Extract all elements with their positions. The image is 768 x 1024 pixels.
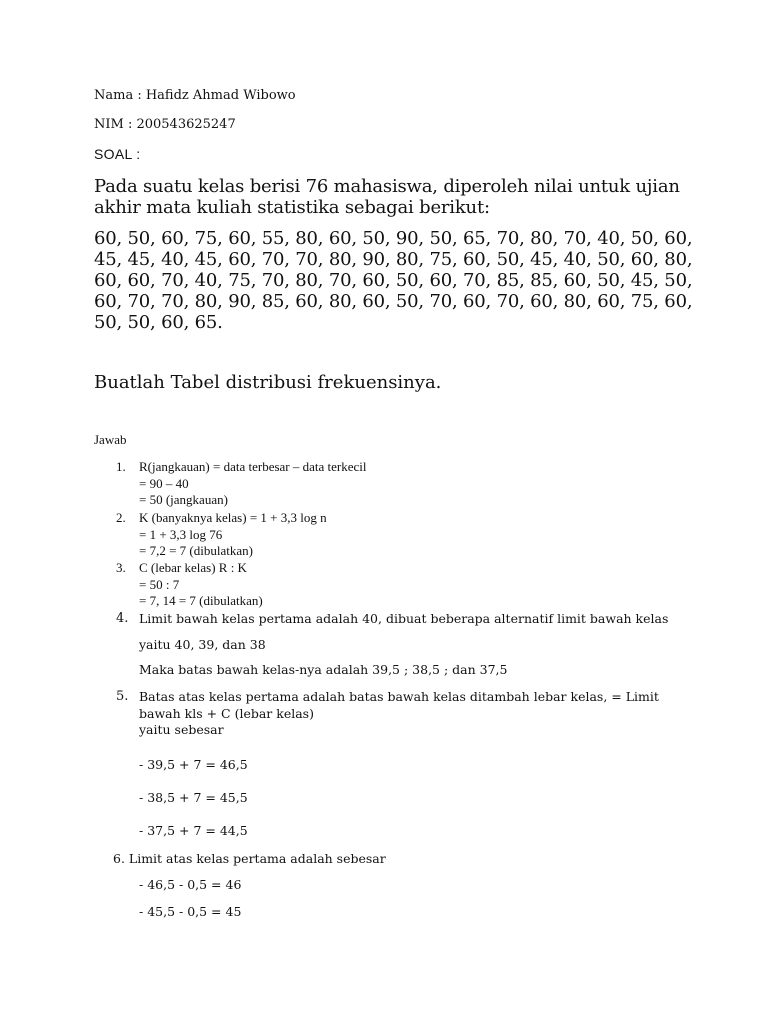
- list-number: 1.: [116, 459, 126, 474]
- answer-label: Jawab: [94, 432, 127, 447]
- list-number: 3.: [116, 560, 126, 575]
- answer-item-class-width: [139, 560, 263, 610]
- calc-line: - 38,5 + 7 = 45,5: [139, 790, 248, 805]
- calc-line: - 45,5 - 0,5 = 45: [139, 904, 242, 919]
- list-item-line: = 1 + 3,3 log 76: [139, 526, 223, 542]
- list-item-line: Limit bawah kelas pertama adalah 40, dibuat beberapa alternatif limit bawah kelas: [139, 611, 669, 626]
- list-number: 2.: [116, 510, 126, 525]
- score-data-line: 60, 50, 60, 75, 60, 55, 80, 60, 50, 90, 50, 65, 70, 80, 70, 40, 50, 60,: [94, 228, 693, 249]
- score-data-line: 60, 70, 70, 80, 90, 85, 60, 80, 60, 50, 70, 60, 70, 60, 80, 60, 75, 60,: [94, 291, 693, 312]
- answer-item-upper-boundary: [139, 689, 659, 739]
- list-item-line: = 50 : 7: [139, 576, 180, 592]
- list-item-line: = 7, 14 = 7 (dibulatkan): [139, 593, 263, 608]
- calc-line: - 37,5 + 7 = 44,5: [139, 823, 248, 838]
- question-intro-line-1: Pada suatu kelas berisi 76 mahasiswa, diperoleh nilai untuk ujian: [94, 176, 680, 197]
- score-data-line: 50, 50, 60, 65.: [94, 312, 223, 333]
- list-item-line: yaitu sebesar: [139, 722, 224, 737]
- score-data-line: 60, 60, 70, 40, 75, 70, 80, 70, 60, 50, 60, 70, 85, 85, 60, 50, 45, 50,: [94, 270, 693, 291]
- student-nim: NIM : 200543625247: [94, 117, 236, 132]
- list-item-line: = 7,2 = 7 (dibulatkan): [139, 543, 253, 558]
- list-item-line: R(jangkauan) = data terbesar – data terkecil: [139, 459, 367, 474]
- list-number: 4.: [116, 611, 129, 626]
- calc-line: - 39,5 + 7 = 46,5: [139, 757, 248, 772]
- list-item-line: yaitu 40, 39, dan 38: [139, 637, 266, 652]
- task-instruction: Buatlah Tabel distribusi frekuensinya.: [94, 372, 442, 393]
- list-item-line: bawah kls + C (lebar kelas): [139, 705, 314, 721]
- answer-item-range: [139, 459, 367, 509]
- list-item-line: Maka batas bawah kelas-nya adalah 39,5 ; 38,5 ; dan 37,5: [139, 662, 508, 677]
- score-data-line: 45, 45, 40, 45, 60, 70, 70, 80, 90, 80, 75, 60, 50, 45, 40, 50, 60, 80,: [94, 249, 693, 270]
- student-name: Nama : Hafidz Ahmad Wibowo: [94, 88, 296, 103]
- question-intro-line-2: akhir mata kuliah statistika sebagai berikut:: [94, 197, 490, 218]
- list-item-line: = 50 (jangkauan): [139, 492, 228, 507]
- calc-line: - 46,5 - 0,5 = 46: [139, 877, 242, 892]
- answer-item-class-count: [139, 510, 327, 560]
- list-item-line: C (lebar kelas) R : K: [139, 560, 247, 575]
- score-data: [94, 228, 693, 333]
- list-item-line: K (banyaknya kelas) = 1 + 3,3 log n: [139, 510, 327, 525]
- soal-label: SOAL :: [94, 146, 141, 162]
- list-item-line: Batas atas kelas pertama adalah batas bawah kelas ditambah lebar kelas, = Limit: [139, 689, 659, 704]
- list-number: 5.: [116, 689, 129, 704]
- answer-item-upper-limit-heading: 6. Limit atas kelas pertama adalah sebesar: [113, 851, 386, 866]
- list-item-line: = 90 – 40: [139, 475, 189, 491]
